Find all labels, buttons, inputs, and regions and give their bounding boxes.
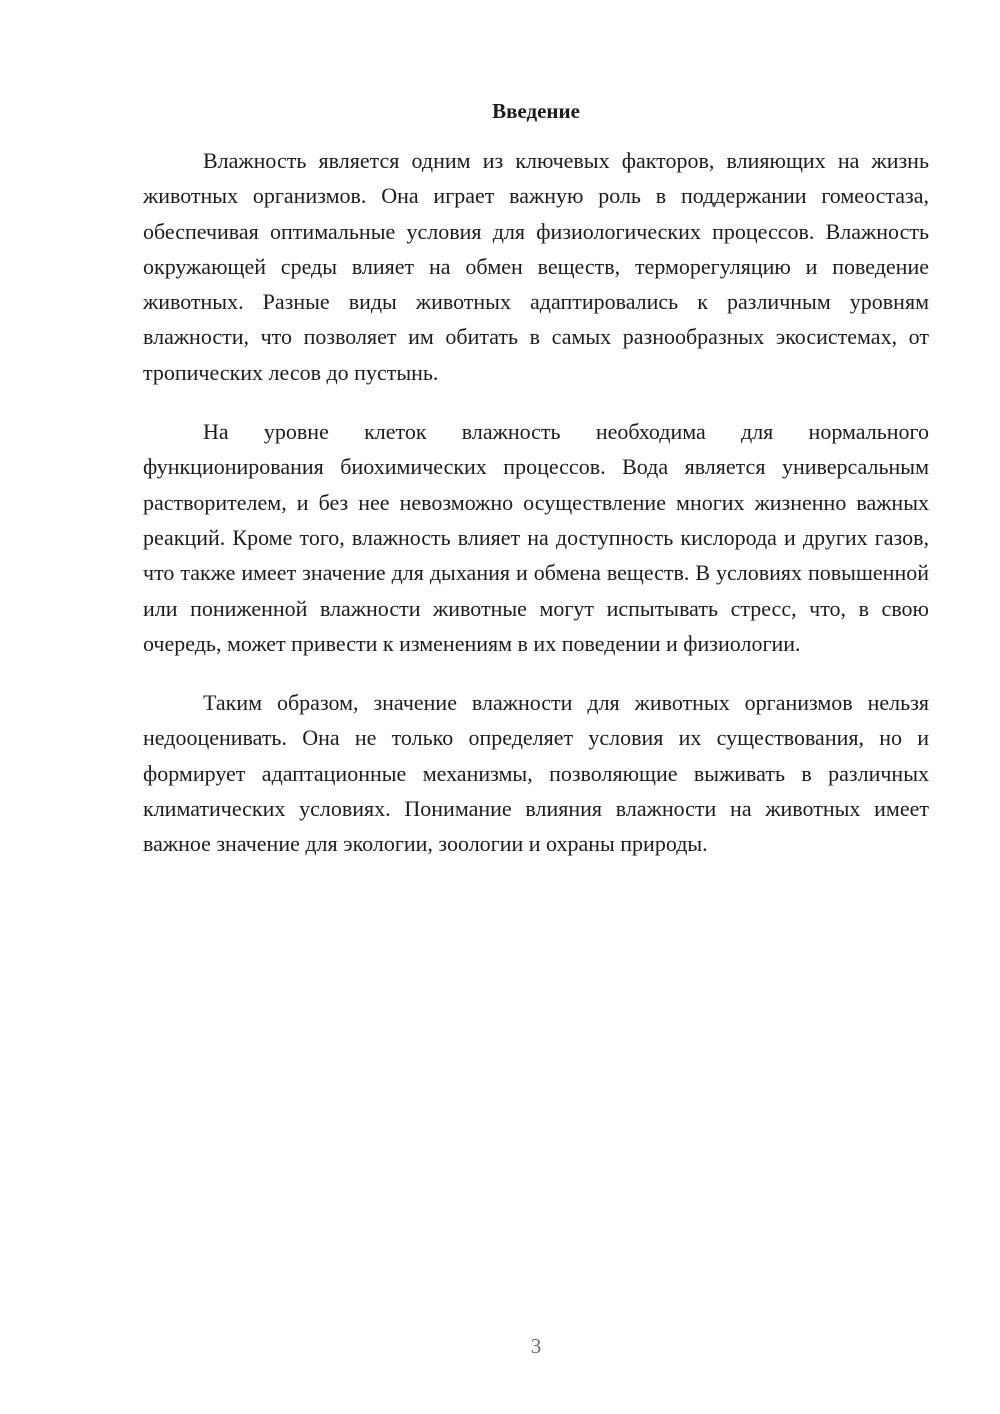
paragraph-2: На уровне клеток влажность необходима для нормального функционирования биохимических процессов. Вода является универсальным растворителем, и без нее невозможно осуществление многих жизненно важных реакций. Кроме того, влажность влияет на доступность кислорода и других газов, что также имеет значение для дыхания и обмена веществ. В условиях повышенной или пониженной влажности животные могут испытывать стресс, что, в свою очередь, может привести к изменениям в их поведении и физиологии. <box>143 419 929 656</box>
paragraph-3: Таким образом, значение влажности для животных организмов нельзя недооценивать. Она не только определяет условия их существования, но и формирует адаптационные механизмы, позволяющие выживать в различных климатических условиях. Понимание влияния влажности на животных имеет важное значение для экологии, зоологии и охраны природы. <box>143 690 929 857</box>
page-number: 3 <box>530 1334 542 1358</box>
body-text <box>143 143 929 886</box>
paragraph-1: Влажность является одним из ключевых факторов, влияющих на жизнь животных организмов. Она играет важную роль в поддержании гомеостаза, обеспечивая оптимальные условия для физиологических процессов. Влажность окружающей среды влияет на обмен веществ, терморегуляцию и поведение животных. Разные виды животных адаптировались к различным уровням влажности, что позволяет им обитать в самых разнообразных экосистемах, от тропических лесов до пустынь. <box>143 148 929 385</box>
section-heading: Введение <box>492 99 580 123</box>
